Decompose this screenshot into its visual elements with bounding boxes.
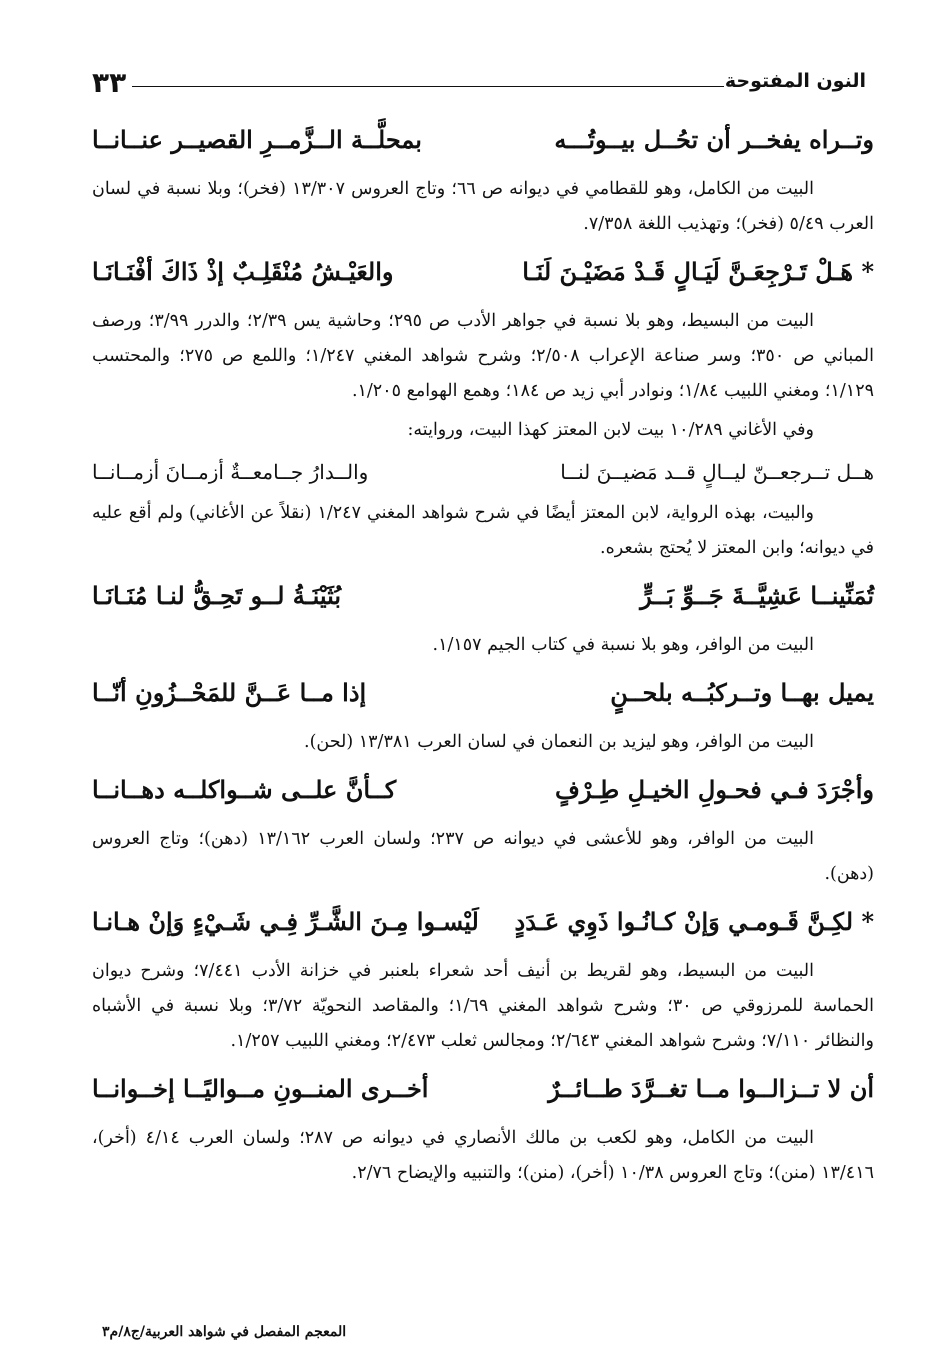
entry bbox=[92, 667, 874, 760]
page-content bbox=[92, 114, 874, 1195]
verse-note: البيت من البسيط، وهو بلا نسبة في جواهر الأدب ص ٢٩٥؛ وحاشية يس ٢/٣٩؛ والدرر ٣/٩٩؛ ورصف المباني ص ٣٥٠؛ وسر صناعة الإعراب ٢/٥٠٨؛ وشرح شواهد المغني ١/٢٤٧؛ واللمع ص ٢٧٥؛ والمحتسب ١/١٢٩؛ ومغني اللبيب ١/٨٤؛ ونوادر أبي زيد ص ١٨٤؛ وهمع الهوامع ١/٢٠٥. bbox=[92, 311, 874, 401]
verse-first-hemistich: وتــراه يفخــر أن تحُــل بيــوتُـــه bbox=[554, 125, 874, 154]
verse-first-hemistich: تُمَنِّينــا عَشِيَّــةَ جَــوِّ بَــرٍّ bbox=[640, 581, 874, 610]
page-header bbox=[92, 66, 874, 104]
page-number: ٣٣ bbox=[92, 66, 127, 99]
entry bbox=[92, 896, 874, 1059]
header-rule bbox=[132, 86, 724, 87]
entry bbox=[92, 114, 874, 242]
verse-first-hemistich: * هَـلْ تَـرْجِعَـنَّ لَيَـالٍ قَـدْ مَضَيْـنَ لَنَـا bbox=[522, 257, 874, 286]
verse-line bbox=[92, 764, 874, 822]
verse-line bbox=[92, 896, 874, 954]
verse-first-hemistich: أن لا تــزالــوا مــا تغــرَّدَ طــائــرٌ bbox=[548, 1074, 874, 1103]
verse-note: البيت من الوافر، وهو ليزيد بن النعمان في لسان العرب ١٣/٣٨١ (لحن). bbox=[304, 732, 814, 752]
verse-note: والبيت، بهذه الرواية، لابن المعتز أيضًا في شرح شواهد المغني ١/٢٤٧ (نقلاً عن الأغاني) ولم أقع عليه في ديوانه؛ وابن المعتز لا يُحتج بشعره. bbox=[92, 503, 874, 558]
entry bbox=[92, 246, 874, 566]
verse-second-hemistich: إذا مــا عَــنَّ للمَحْــزُونِ أنّــا bbox=[92, 678, 367, 707]
verse-second-hemistich: بمحلَّــة الــزَّمــرِ القصيــر عنــانــا bbox=[92, 125, 422, 154]
verse-line bbox=[92, 114, 874, 172]
verse-second-hemistich: بُثَيْنَـةُ لــو تَحِـقُّ لنـا مُنَـانَـا bbox=[92, 581, 342, 610]
verse-line bbox=[92, 1063, 874, 1121]
entry bbox=[92, 570, 874, 663]
running-title: النون المفتوحة bbox=[724, 70, 866, 92]
alternate-verse-line bbox=[92, 452, 874, 496]
verse-first-hemistich: * لكِـنَّ قَـومـي وَإنْ كـانُـوا ذَوِي عَـدَدٍ bbox=[514, 907, 874, 936]
entry bbox=[92, 764, 874, 892]
verse-second-hemistich: أخــرى المنــونِ مــواليًــا إخــوانــا bbox=[92, 1074, 429, 1103]
entry bbox=[92, 1063, 874, 1191]
verse-first-hemistich: وأجْرَدَ فـي فحـولِ الخيـلِ طِـرْفٍ bbox=[555, 775, 874, 804]
verse-first-hemistich: هــل تــرجعــنّ ليــالٍ قــد مَضيــنَ لنــا bbox=[560, 460, 874, 484]
verse-first-hemistich: يميل بهــا وتــركبُــه بلحــنٍ bbox=[610, 678, 874, 707]
verse-second-hemistich: لَيْسـوا مِـنَ الشَّـرِّ فِـي شَـيْءٍ وَإنْ هـانـا bbox=[92, 907, 479, 936]
verse-note: البيت من البسيط، وهو لقريط بن أنيف أحد شعراء بلعنبر في خزانة الأدب ٧/٤٤١؛ وشرح ديوان الحماسة للمرزوقي ص ٣٠؛ وشرح شواهد المغني ١/٦٩؛ والمقاصد النحويّة ٣/٧٢؛ وبلا نسبة في الأشباه والنظائر ٧/١١٠؛ وشرح شواهد المغني ٢/٦٤٣؛ ومجالس ثعلب ٢/٤٧٣؛ ومغني اللبيب ١/٢٥٧. bbox=[92, 961, 874, 1051]
verse-second-hemistich: والــدارُ جــامعــةٌ أزمــانَ أزمــانــا bbox=[92, 460, 369, 484]
verse-note: البيت من الوافر، وهو للأعشى في ديوانه ص ٢٣٧؛ ولسان العرب ١٣/١٦٢ (دهن)؛ وتاج العروس (دهن). bbox=[92, 829, 874, 884]
verse-second-hemistich: والعَيْـشُ مُنْقَلِـبٌ إذْ ذَاكَ أفْنَـانَـا bbox=[92, 257, 394, 286]
verse-note: وفي الأغاني ١٠/٢٨٩ بيت لابن المعتز كهذا البيت، وروايته: bbox=[407, 420, 814, 440]
book-page bbox=[92, 60, 874, 1340]
verse-note: البيت من الوافر، وهو بلا نسبة في كتاب الجيم ١/١٥٧. bbox=[432, 635, 814, 655]
verse-note: البيت من الكامل، وهو لكعب بن مالك الأنصاري في ديوانه ص ٢٨٧؛ ولسان العرب ٤/١٤ (أخر)، ١٣/٤١٦ (منن)؛ وتاج العروس ١٠/٣٨ (أخر)، (منن)؛ والتنبيه والإيضاح ٢/٧٦. bbox=[92, 1128, 874, 1183]
verse-line bbox=[92, 570, 874, 628]
verse-note: البيت من الكامل، وهو للقطامي في ديوانه ص ٦٦؛ وتاج العروس ١٣/٣٠٧ (فخر)؛ وبلا نسبة في لسان العرب ٥/٤٩ (فخر)؛ وتهذيب اللغة ٧/٣٥٨. bbox=[92, 179, 874, 234]
verse-second-hemistich: كــأنَّ علــى شــواكلــه دهــانــا bbox=[92, 775, 397, 804]
signature-mark: المعجم المفصل في شواهد العربية/ج٨/م٣ bbox=[102, 1324, 347, 1340]
verse-line bbox=[92, 246, 874, 304]
verse-line bbox=[92, 667, 874, 725]
